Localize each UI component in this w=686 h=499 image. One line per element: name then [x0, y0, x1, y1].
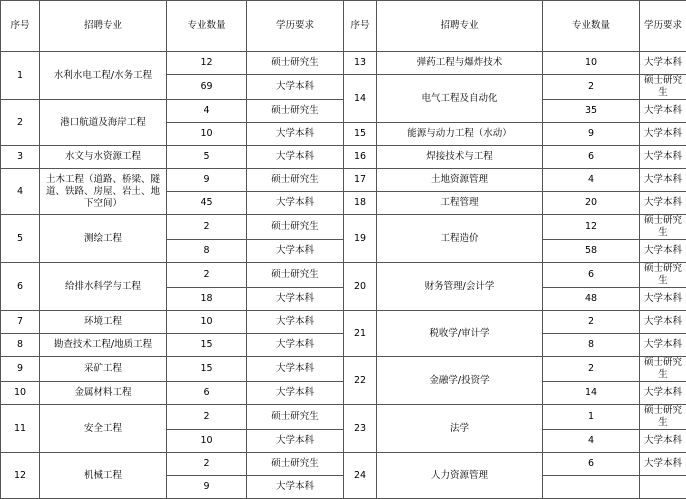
right-row-major: 法学	[377, 405, 543, 453]
right-row-no: 18	[344, 192, 377, 215]
right-row-count: 2	[543, 311, 640, 334]
right-row-no: 15	[344, 123, 377, 146]
right-row-edu: 大学本科	[640, 430, 686, 453]
right-row-count: 8	[543, 334, 640, 357]
left-row-count: 6	[167, 382, 247, 405]
header-edu-right: 学历要求	[640, 1, 686, 52]
left-row-count: 10	[167, 430, 247, 453]
right-row-no: 22	[344, 357, 377, 405]
right-row-edu: 大学本科	[640, 240, 686, 263]
right-row-edu: 大学本科	[640, 146, 686, 169]
left-row-no: 10	[1, 382, 40, 405]
right-row-count: 6	[543, 263, 640, 288]
left-row-edu: 大学本科	[247, 288, 344, 311]
table-row	[1, 263, 686, 288]
right-row-edu: 大学本科	[640, 100, 686, 123]
right-row-edu: 大学本科	[640, 334, 686, 357]
left-row-count: 15	[167, 334, 247, 357]
right-row-edu: 硕士研究生	[640, 215, 686, 240]
right-row-no: 16	[344, 146, 377, 169]
header-major-right: 招聘专业	[377, 1, 543, 52]
left-row-no: 8	[1, 334, 40, 357]
left-row-count: 69	[167, 75, 247, 100]
header-major-left: 招聘专业	[40, 1, 167, 52]
left-row-no: 4	[1, 169, 40, 215]
left-row-no: 2	[1, 100, 40, 146]
left-row-no: 11	[1, 405, 40, 453]
right-row-no: 23	[344, 405, 377, 453]
right-row-count: 4	[543, 169, 640, 192]
right-row-count: 14	[543, 382, 640, 405]
left-row-edu: 大学本科	[247, 146, 344, 169]
right-row-count: 6	[543, 453, 640, 476]
right-row-edu: 硕士研究生	[640, 357, 686, 382]
left-row-no: 3	[1, 146, 40, 169]
table-row	[1, 357, 686, 382]
right-row-major: 能源与动力工程（水动）	[377, 123, 543, 146]
left-row-count: 8	[167, 240, 247, 263]
left-row-edu: 硕士研究生	[247, 263, 344, 288]
right-row-count: 35	[543, 100, 640, 123]
left-row-edu: 硕士研究生	[247, 52, 344, 75]
right-row-count: 20	[543, 192, 640, 215]
left-row-major: 采矿工程	[40, 357, 167, 382]
right-row-major: 人力资源管理	[377, 453, 543, 499]
left-row-no: 9	[1, 357, 40, 382]
right-row-no: 20	[344, 263, 377, 311]
right-row-major: 土地资源管理	[377, 169, 543, 192]
left-row-edu: 大学本科	[247, 123, 344, 146]
right-row-edu: 大学本科	[640, 192, 686, 215]
table-row	[1, 52, 686, 75]
left-row-count: 5	[167, 146, 247, 169]
table-row	[1, 311, 686, 334]
left-row-count: 9	[167, 476, 247, 499]
table-row	[1, 215, 686, 240]
right-row-count: 2	[543, 357, 640, 382]
left-row-count: 10	[167, 311, 247, 334]
table-row	[1, 100, 686, 123]
left-row-edu: 大学本科	[247, 357, 344, 382]
left-row-major: 安全工程	[40, 405, 167, 453]
left-row-edu: 大学本科	[247, 240, 344, 263]
table-row	[1, 382, 686, 405]
right-row-count: 9	[543, 123, 640, 146]
left-row-no: 7	[1, 311, 40, 334]
right-row-major: 工程管理	[377, 192, 543, 215]
left-row-edu: 硕士研究生	[247, 100, 344, 123]
left-row-count: 2	[167, 263, 247, 288]
left-row-count: 2	[167, 453, 247, 476]
left-row-edu: 硕士研究生	[247, 169, 344, 192]
left-row-no: 1	[1, 52, 40, 100]
right-row-edu: 大学本科	[640, 311, 686, 334]
right-row-no: 21	[344, 311, 377, 357]
header-no-right: 序号	[344, 1, 377, 52]
right-row-no: 17	[344, 169, 377, 192]
right-row-count: 4	[543, 430, 640, 453]
left-row-major: 勘查技术工程/地质工程	[40, 334, 167, 357]
right-row-no: 13	[344, 52, 377, 75]
table-row	[1, 453, 686, 476]
right-row-count: 2	[543, 75, 640, 100]
right-row-no: 19	[344, 215, 377, 263]
table-row	[1, 405, 686, 430]
right-row-edu: 大学本科	[640, 288, 686, 311]
right-row-edu: 大学本科	[640, 382, 686, 405]
left-row-count: 2	[167, 405, 247, 430]
left-row-count: 45	[167, 192, 247, 215]
left-row-edu: 大学本科	[247, 382, 344, 405]
right-row-count: 48	[543, 288, 640, 311]
left-row-edu: 硕士研究生	[247, 405, 344, 430]
right-row-edu: 大学本科	[640, 453, 686, 476]
left-row-count: 18	[167, 288, 247, 311]
left-row-edu: 大学本科	[247, 430, 344, 453]
right-row-edu: 大学本科	[640, 123, 686, 146]
header-row	[1, 1, 686, 52]
right-row-edu	[640, 476, 686, 499]
right-row-major: 金融学/投资学	[377, 357, 543, 405]
left-row-major: 金属材料工程	[40, 382, 167, 405]
right-row-count	[543, 476, 640, 499]
header-no-left: 序号	[1, 1, 40, 52]
right-row-major: 工程造价	[377, 215, 543, 263]
left-row-edu: 大学本科	[247, 75, 344, 100]
left-row-count: 9	[167, 169, 247, 192]
left-row-edu: 硕士研究生	[247, 215, 344, 240]
left-row-major: 环境工程	[40, 311, 167, 334]
table-row	[1, 334, 686, 357]
right-row-edu: 硕士研究生	[640, 75, 686, 100]
left-row-major: 测绘工程	[40, 215, 167, 263]
right-row-no: 14	[344, 75, 377, 123]
right-row-count: 12	[543, 215, 640, 240]
left-row-major: 水利水电工程/水务工程	[40, 52, 167, 100]
left-row-count: 10	[167, 123, 247, 146]
right-row-count: 10	[543, 52, 640, 75]
left-row-count: 15	[167, 357, 247, 382]
left-row-major: 水文与水资源工程	[40, 146, 167, 169]
left-row-major: 机械工程	[40, 453, 167, 499]
left-row-no: 6	[1, 263, 40, 311]
left-row-major: 土木工程（道路、桥梁、隧道、铁路、房屋、岩土、地下空间）	[40, 169, 167, 215]
header-count-right: 专业数量	[543, 1, 640, 52]
left-row-no: 5	[1, 215, 40, 263]
header-edu-left: 学历要求	[247, 1, 344, 52]
right-row-major: 焊接技术与工程	[377, 146, 543, 169]
right-row-count: 6	[543, 146, 640, 169]
left-row-edu: 大学本科	[247, 334, 344, 357]
right-row-no: 24	[344, 453, 377, 499]
right-row-major: 财务管理/会计学	[377, 263, 543, 311]
right-row-edu: 大学本科	[640, 169, 686, 192]
left-row-edu: 大学本科	[247, 192, 344, 215]
left-row-major: 港口航道及海岸工程	[40, 100, 167, 146]
right-row-major: 税收学/审计学	[377, 311, 543, 357]
right-row-edu: 硕士研究生	[640, 263, 686, 288]
table-row	[1, 169, 686, 192]
left-row-major: 给排水科学与工程	[40, 263, 167, 311]
left-row-edu: 大学本科	[247, 311, 344, 334]
left-row-no: 12	[1, 453, 40, 499]
left-row-edu: 大学本科	[247, 476, 344, 499]
left-row-count: 12	[167, 52, 247, 75]
right-row-major: 弹药工程与爆炸技术	[377, 52, 543, 75]
left-row-count: 4	[167, 100, 247, 123]
left-row-edu: 硕士研究生	[247, 453, 344, 476]
table-row	[1, 146, 686, 169]
right-row-major: 电气工程及自动化	[377, 75, 543, 123]
right-row-count: 58	[543, 240, 640, 263]
right-row-edu: 硕士研究生	[640, 405, 686, 430]
left-row-count: 2	[167, 215, 247, 240]
right-row-edu: 大学本科	[640, 52, 686, 75]
right-row-count: 1	[543, 405, 640, 430]
header-count-left: 专业数量	[167, 1, 247, 52]
